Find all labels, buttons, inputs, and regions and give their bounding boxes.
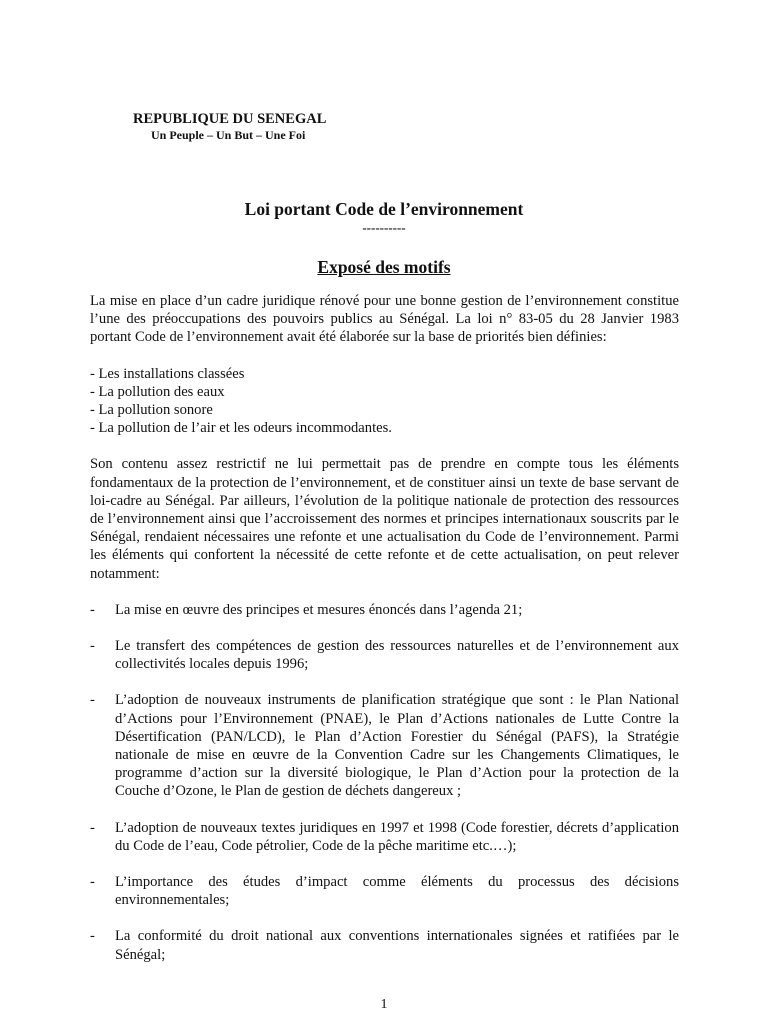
list-item-text: L’adoption de nouveaux textes juridiques en 1997 et 1998 (Code forestier, décrets d’application du Code de l’eau, Code pétrolier, Code de la pêche maritime etc.…); (115, 819, 679, 854)
republic-name: REPUBLIQUE DU SENEGAL (133, 111, 327, 127)
dash-bullet: - (90, 819, 95, 836)
list-item: - La pollution des eaux (90, 383, 225, 400)
list-item (90, 927, 679, 963)
list-item: - La pollution de l’air et les odeurs incommodantes. (90, 420, 392, 437)
national-motto: Un Peuple – Un But – Une Foi (151, 128, 306, 142)
section-title: Exposé des motifs (317, 257, 451, 277)
dash-bullet: - (90, 601, 95, 618)
list-item-text: La mise en œuvre des principes et mesures énoncés dans l’agenda 21; (115, 601, 523, 618)
dash-bullet: - (90, 874, 95, 891)
title-separator: ---------- (362, 220, 406, 235)
list-item-text: La conformité du droit national aux conventions internationales signées et ratifiées par le Sénégal; (115, 928, 679, 963)
priorities-list (90, 365, 679, 438)
list-item (90, 637, 679, 673)
list-item (90, 691, 679, 800)
list-item: - Les installations classées (90, 365, 245, 382)
document-title: Loi portant Code de l’environnement (244, 199, 524, 219)
list-item-text: L’importance des études d’impact comme éléments du processus des décisions environnementales; (115, 874, 679, 909)
dash-bullet: - (90, 692, 95, 709)
page-number: 1 (380, 997, 388, 1012)
list-item-text: L’adoption de nouveaux instruments de planification stratégique que sont : le Plan National d’Actions pour l’Environnement (PNAE), le Plan d’Actions nationales de Lutte Contre la Désertification (PAN/LCD), le Plan d’Action Forestier du Sénégal (PAFS), la Stratégie nationale de mise en œuvre de la Convention Cadre sur les Changements Climatiques, le programme d’action sur la diversité biologique, le Plan d’Action pour la protection de la Couche d’Ozone, le Plan de gestion de déchets dangereux ; (115, 692, 679, 800)
list-item (90, 601, 679, 619)
intro-paragraph: La mise en place d’un cadre juridique rénové pour une bonne gestion de l’environnement constitue l’une des préoccupations des pouvoirs publics au Sénégal. La loi n° 83-05 du 28 Janvier 1983 portant Code de l’environnement avait été élaborée sur la base de priorités bien définies: (90, 293, 679, 346)
list-item (90, 819, 679, 855)
document-body (90, 292, 679, 982)
list-item (90, 873, 679, 909)
letterhead (133, 110, 326, 143)
list-item: - La pollution sonore (90, 402, 213, 419)
dash-bullet: - (90, 928, 95, 945)
context-paragraph: Son contenu assez restrictif ne lui permettait pas de prendre en compte tous les éléments fondamentaux de la protection de l’environnement, et de constituer ainsi un texte de base servant de loi-cadre au Sénégal. Par ailleurs, l’évolution de la politique nationale de protection des ressources de l’environnement ainsi que l’accroissement des normes et principes internationaux souscrits par le Sénégal, rendaient nécessaires une refonte et une actualisation du Code de l’environnement. Parmi les éléments qui confortent la nécessité de cette refonte et de cette actualisation, on peut relever notamment: (90, 456, 679, 582)
elements-list (90, 601, 679, 964)
list-item-text: Le transfert des compétences de gestion des ressources naturelles et de l’environnement aux collectivités locales depuis 1996; (115, 638, 679, 673)
dash-bullet: - (90, 638, 95, 655)
